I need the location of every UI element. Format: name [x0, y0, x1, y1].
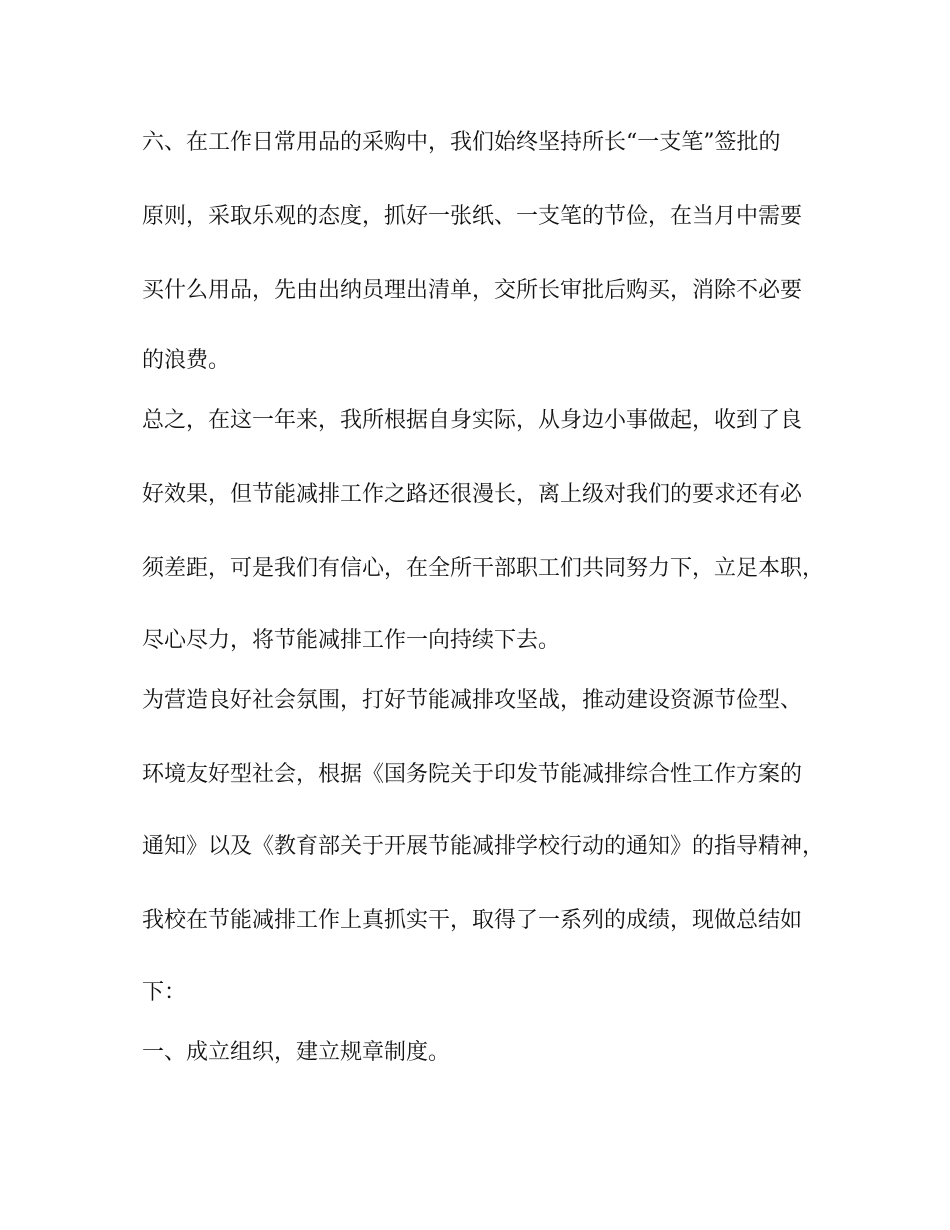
paragraph-3-line-2: 环境友好型社会，根据《国务院关于印发节能减排综合性工作方案的 [142, 762, 803, 787]
paragraph-1-line-2: 原则，采取乐观的态度，抓好一张纸、一支笔的节俭，在当月中需要 [142, 204, 803, 229]
paragraph-3-line-4: 我校在节能减排工作上真抓实干，取得了一系列的成绩，现做总结如 [142, 908, 803, 933]
paragraph-1-line-4: 的浪费。 [142, 348, 231, 373]
paragraph-4-line-1: 一、成立组织，建立规章制度。 [142, 1040, 451, 1065]
paragraph-1-line-3: 买什么用品，先由出纳员理出清单，交所长审批后购买，消除不必要 [142, 278, 803, 303]
paragraph-3-line-3: 通知》以及《教育部关于开展节能减排学校行动的通知》的指导精神， [142, 834, 825, 859]
paragraph-3-line-1: 为营造良好社会氛围，打好节能减排攻坚战，推动建设资源节俭型、 [142, 688, 803, 713]
paragraph-2-line-2: 好效果，但节能减排工作之路还很漫长，离上级对我们的要求还有必 [142, 482, 803, 507]
paragraph-2-line-3: 须差距，可是我们有信心，在全所干部职工们共同努力下，立足本职， [142, 556, 825, 581]
paragraph-2-line-4: 尽心尽力，将节能减排工作一向持续下去。 [142, 628, 561, 653]
paragraph-3-line-5: 下： [142, 980, 187, 1005]
paragraph-2-line-1: 总之，在这一年来，我所根据自身实际，从身边小事做起，收到了良 [142, 408, 803, 433]
paragraph-1-line-1: 六、在工作日常用品的采购中，我们始终坚持所长“一支笔”签批的 [142, 130, 781, 155]
